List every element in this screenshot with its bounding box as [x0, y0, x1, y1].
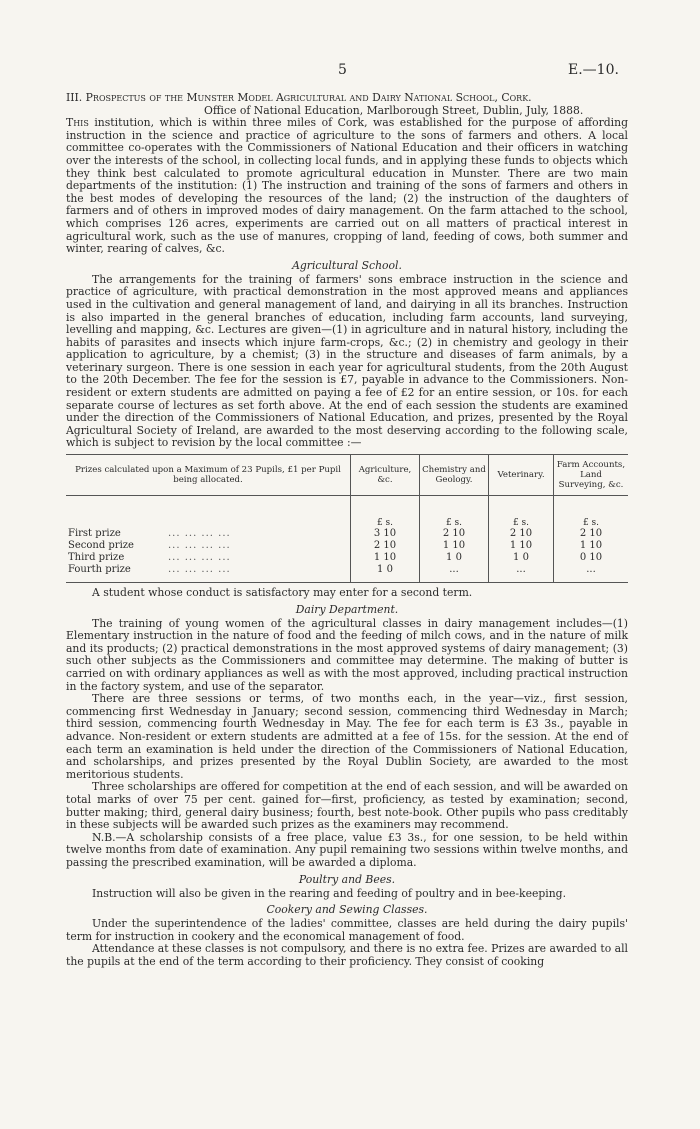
col-veterinary: Veterinary.: [489, 455, 554, 496]
prize-value: 1 0: [420, 552, 489, 564]
cookery-paragraph-1: Under the superintendence of the ladies' committee, classes are held during the dairy pupils' term for instruction in cookery and the economical management of food.: [66, 917, 628, 943]
leader-dots: ... ... ... ...: [168, 564, 231, 576]
intro-text: institution, which is within three miles of Cork, was established for the purpose of affording instruction in the science and practice of agriculture to the sons of farmers and others. A local committee co-operates with the Commissioners of National Education and their officers in watching over the interests of the school, in collecting local funds, and in applying these funds to objects which they think best calculated to promote agricultural education in Munster. There are two main departments of the institution: (1) The instruction and training of the sons of farmers and others in the best modes of developing the resources of the land; (2) the instruction of the daughters of farmers and of others in improved modes of dairy management. On the farm attached to the school, which comprises 126 acres, experiments are carried out on all matters of practical interest in agricultural work, such as the use of manures, cropping of land, feeding of cows, both summer and winter, rearing of calves, &c.: [66, 116, 628, 256]
table-row: [66, 528, 628, 540]
prize-value: 3 10: [351, 528, 420, 540]
dairy-paragraph-1: The training of young women of the agricultural classes in dairy management includes—(1) Elementary instruction in the nature of food and the feeding of milch cows, and in the nature of milk and its products; (2) practical demonstrations in the most approved systems of dairy management; (3) such other subjects as the Commissioners and committee may determine. The making of butter is carried on with ordinary appliances as well as with the most approved, including practical instruction in the factory system, and use of the separator.: [66, 616, 628, 693]
dairy-department-heading: Dairy Department.: [295, 602, 399, 616]
section-numeral: III.: [66, 91, 83, 104]
unit-cell: £ s.: [554, 496, 629, 529]
poultry-paragraph: Instruction will also be given in the rearing and feeding of poultry and in bee-keeping.: [92, 886, 567, 900]
prize-value: 0 10: [554, 552, 629, 564]
col-farm-accounts: Farm Accounts, Land Surveying, &c.: [554, 455, 629, 496]
prize-table: [66, 454, 628, 583]
units-row: [66, 496, 628, 529]
prize-label: First prize: [68, 528, 121, 540]
leader-dots: ... ... ... ...: [168, 540, 231, 552]
leader-dots: ... ... ... ...: [168, 528, 231, 540]
cookery-heading: Cookery and Sewing Classes.: [266, 903, 428, 917]
prize-label: Fourth prize: [68, 564, 131, 576]
table-row: [66, 540, 628, 552]
cookery-paragraph-2: Attendance at these classes is not compulsory, and there is no extra fee. Prizes are awarded to all the pupils at the end of the term according to their proficiency. They consist of cooking: [66, 942, 629, 968]
prize-label: Second prize: [68, 540, 134, 552]
second-term-note: A student whose conduct is satisfactory may enter for a second term.: [92, 586, 473, 600]
unit-cell: £ s.: [489, 496, 554, 529]
poultry-heading: Poultry and Bees.: [298, 872, 396, 886]
prize-value: 1 10: [420, 540, 489, 552]
prize-value: ...: [554, 564, 629, 583]
agricultural-school-heading: Agricultural School.: [292, 258, 402, 272]
prospectus-title: Prospectus of the Munster Model Agricultural and Dairy National School, Cork.: [85, 91, 532, 104]
document-code: E.—10.: [568, 62, 619, 78]
prize-value: ...: [489, 564, 554, 583]
agricultural-paragraph: The arrangements for the training of farmers' sons embrace instruction in the science and practice of agriculture, with practical demonstration in the most approved means and appliances used in the cultivation and general management of land, and dairying in all its branches. Instruction is also imparted in the general branches of education, including farm accounts, land surveying, levelling and mapping, &c. Lectures are given—(1) in agriculture and in natural history, including the habits of parasites and insects which injure farm-crops, &c.; (2) in chemistry and geology in their application to agriculture, by a chemist; (3) in the structure and diseases of farm animals, by a veterinary surgeon. There is one session in each year for agricultural students, from the 20th August to the 20th December. The fee for the session is £7, payable in advance to the Commissioners. Non-resident or extern students are admitted on paying a fee of £2 for an entire session, or 10s. for each separate course of lectures as set forth above. At the end of each session the students are examined under the direction of the Commissioners of National Education, and prizes, presented by the Royal Agricultural Society of Ireland, are awarded to the most deserving according to the following scale, which is subject to revision by the local committee :—: [66, 272, 628, 450]
prize-value: 1 10: [489, 540, 554, 552]
dairy-paragraph-4: N.B.—A scholarship consists of a free place, value £3 3s., for one session, to be held within twelve months from date of examination. Any pupil remaining two sessions within twelve months, and passing the prescribed examination, will be awarded a diploma.: [66, 830, 628, 869]
prize-col-header: Prizes calculated upon a Maximum of 23 Pupils, £1 per Pupil being allocated.: [66, 455, 351, 496]
page-number: 5: [338, 62, 347, 78]
prize-value: 1 0: [351, 564, 420, 583]
dairy-paragraph-2: There are three sessions or terms, of two months each, in the year—viz., first session, commencing first Wednesday in January; second session, commencing third Wednesday in March; third session, commencing fourth Wednesday in May. The fee for each term is £3 3s., payable in advance. Non-resident or extern students are admitted at a fee of 15s. for the session. At the end of each term an examination is held under the direction of the Commissioners of National Education, and scholarships, and prizes presented by the Royal Dublin Society, are awarded to the most meritorious students.: [66, 692, 628, 781]
prize-value: 1 0: [489, 552, 554, 564]
prize-value: ...: [420, 564, 489, 583]
intro-paragraph: [66, 117, 628, 256]
prize-value: 1 10: [554, 540, 629, 552]
col-chemistry: Chemistry and Geology.: [420, 455, 489, 496]
table-row: [66, 564, 628, 583]
prize-value: 2 10: [420, 528, 489, 540]
prize-value: 2 10: [554, 528, 629, 540]
prospectus-title-line: [66, 92, 628, 105]
dairy-paragraph-3: Three scholarships are offered for competition at the end of each session, and will be awarded on total marks of over 75 per cent. gained for—first, proficiency, as tested by examination; second, butter making; third, general dairy business; fourth, best note-book. Other pupils who pass creditably in these subjects will be awarded such prizes as the examiners may recommend.: [66, 780, 628, 832]
table-row: [66, 552, 628, 564]
office-dateline: Office of National Education, Marlborough Street, Dublin, July, 1888.: [204, 103, 584, 117]
col-agriculture: Agriculture, &c.: [351, 455, 420, 496]
document-body: [66, 58, 628, 968]
prize-value: 1 10: [351, 552, 420, 564]
intro-first-word: This: [66, 116, 89, 130]
unit-cell: £ s.: [351, 496, 420, 529]
prize-value: 2 10: [351, 540, 420, 552]
unit-cell: £ s.: [420, 496, 489, 529]
leader-dots: ... ... ... ...: [168, 552, 231, 564]
prize-value: 2 10: [489, 528, 554, 540]
prize-label: Third prize: [68, 552, 125, 564]
